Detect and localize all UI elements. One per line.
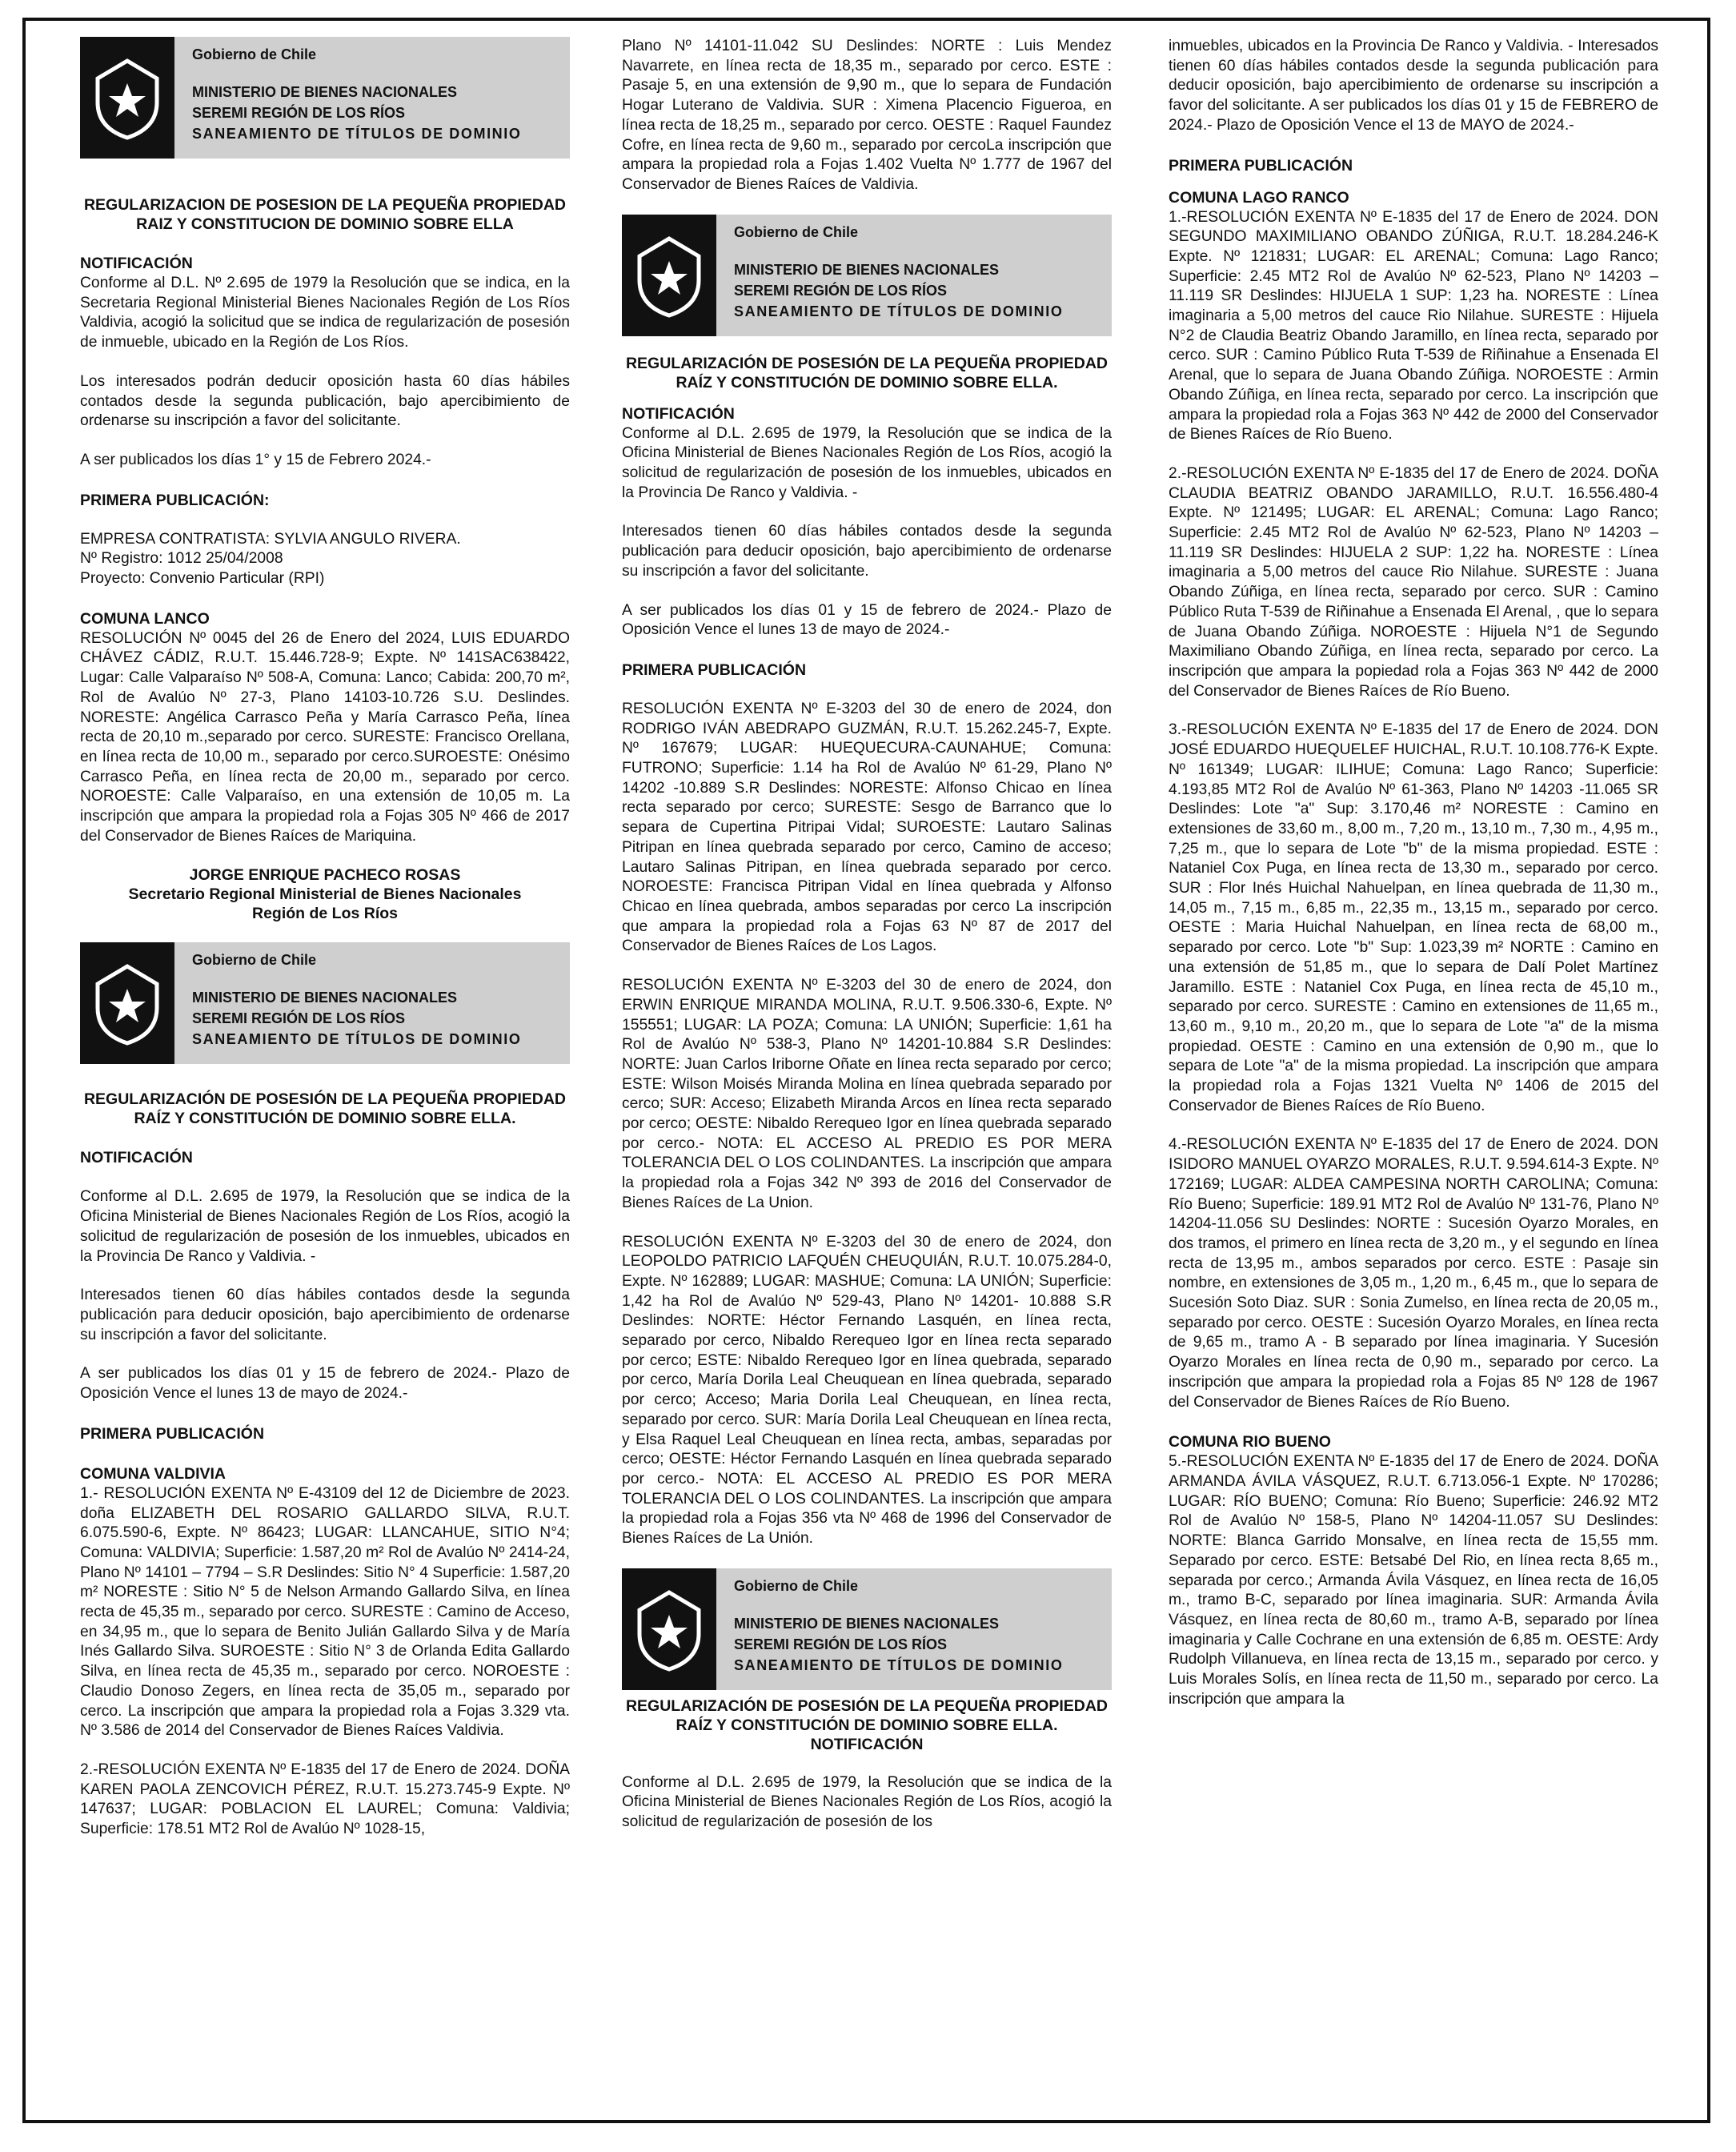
gobierno-label: Gobierno de Chile (734, 223, 859, 240)
ministerio-label: MINISTERIO DE BIENES NACIONALES (192, 990, 458, 1006)
ministry-header (80, 942, 570, 1064)
ministry-lines (192, 987, 521, 1050)
notice-paragraph: inmuebles, ubicados en la Provincia De Ranco y Valdivia. - Interesados tienen 60 días hábiles contados desde la segunda publicación para deducir oposición, bajo apercibimiento de ordenarse su inscripción a favor del solicitante. A ser publicados los días 01 y 15 de FEBRERO de 2024.- Plazo de Oposición Vence el 13 de MAYO de 2024.- (1169, 38, 1658, 134)
resolution-text: RESOLUCIÓN EXENTA Nº E-3203 del 30 de enero de 2024, don ERWIN ENRIQUE MIRANDA MOLINA, R.U.T. 9.506.330-6, Expte. Nº 155551; LUGAR: LA POZA; Comuna: LA UNIÓN; Superficie: 1,61 ha Rol de Avalúo Nº 538-3, Plano Nº 14201-10.884 S.R Deslindes: NORTE: Juan Carlos Iriborne Oñate en línea recta separado por cerco; ESTE: Wilson Moisés Miranda Molina en línea quebrada separado por cerco; SUR: Acceso; Elizabeth Miranda Arcos en línea recta separado por cerco; OESTE: Nibaldo Rerequeo Igor en línea quebrada separado por cerco.- NOTA: EL ACCESO AL PREDIO ES POR MERA TOLERANCIA DEL O LOS COLINDANTES. La inscripción que ampara la propiedad rola a Fojas 342 Nº 393 de 2016 del Conservador de Bienes Raíces de La Union. (622, 977, 1112, 1211)
notificacion-label: NOTIFICACIÓN (622, 404, 735, 423)
primera-publicacion-label: PRIMERA PUBLICACIÓN (80, 1424, 265, 1443)
resolution-text: 1.- RESOLUCIÓN EXENTA Nº E-43109 del 12 de Diciembre de 2023. doña ELIZABETH DEL ROSARIO GALLARDO SILVA, R.U.T. 6.075.590-6, Expte. Nº 86423; LUGAR: LLANCAHUE, SITIO N°4; Comuna: VALDIVIA; Superficie: 1.587,20 m² Rol de Avalúo Nº 2414-24, Plano Nº 14101 – 7794 – S.R Deslindes: Sitio N° 4 Superficie: 1.587,20 m² NORESTE : Sitio N° 5 de Nelson Armando Gallardo Silva, en línea recta de 45,35 m., separado por cerco. SURESTE : Camino de Acceso, en 34,95 m., que lo separa de Benito Julián Gallardo Silva y de María Inés Gallardo Silva. SUROESTE : Sitio N° 3 de Orlanda Edita Gallardo Silva, en línea recta de 45,35 m., separado por cerco. NOROESTE : Claudio Donoso Zegers, en línea recta de 35,05 m., separado por cerco. La inscripción que ampara la propiedad rola a Fojas 3.329 vta. Nº 3.586 de 2014 del Conservador de Bienes Raíces Valdivia. (80, 1484, 570, 1740)
primera-publicacion-label: PRIMERA PUBLICACIÓN (622, 660, 807, 679)
resolution-text: RESOLUCIÓN Nº 0045 del 26 de Enero del 2024, LUIS EDUARDO CHÁVEZ CÁDIZ, R.U.T. 15.446.728-9; Expte. Nº 141SAC638422, Lugar: Calle Valparaíso Nº 508-A, Comuna: Lanco; Cabida: 200,70 m², Rol de Avalúo Nº 27-3, Plano 14103-10.726 S.U. Deslindes. NORESTE: Angélica Carrasco Peña y María Carrasco Peña, línea recta de 20,10 m.,separado por cerco. SURESTE: Francisco Orellana, en línea recta de 10,00 m., separado por cerco.SUROESTE: Onésimo Carrasco Peña, en línea recta de 20,00 m., separado por cerco. NOROESTE: Calle Valparaíso, en una extensión de 10,05 m. La inscripción que ampara la propiedad rola a Fojas 305 Nº 466 de 2017 del Conservador de Bienes Raíces de Mariquina. (80, 629, 570, 845)
notice-paragraph: A ser publicados los días 1° y 15 de Febrero 2024.- (80, 451, 431, 468)
notice-paragraph: Interesados tienen 60 días hábiles contados desde la segunda publicación para deducir oposición, bajo apercibimiento de ordenarse su inscripción a favor del solicitante. (622, 523, 1112, 580)
primera-publicacion-label: PRIMERA PUBLICACIÓN: (80, 491, 270, 509)
notice-paragraph: Interesados tienen 60 días hábiles contados desde la segunda publicación para deducir oposición, bajo apercibimiento de ordenarse su inscripción a favor del solicitante. (80, 1287, 570, 1343)
saneamiento-label: SANEAMIENTO DE TÍTULOS DE DOMINIO (734, 1656, 1064, 1673)
ministerio-label: MINISTERIO DE BIENES NACIONALES (192, 84, 458, 100)
resolution-text: 3.-RESOLUCIÓN EXENTA Nº E-1835 del 17 de Enero de 2024. DON JOSÉ EDUARDO HUEQUELEF HUICHAL, R.U.T. 10.108.776-K Expte. Nº 161349; LUGAR: ILIHUE; Comuna: Lago Ranco; Superficie: 4.193,85 MT2 Rol de Avalúo Nº 61-363, Plano Nº 14203 -11.065 SR Deslindes: Lote "a" Sup: 3.170,46 m² NORESTE : Camino en extensiones de 33,60 m., 8,00 m., 7,20 m., 13,10 m., 7,30 m., 4,95 m., 7,25 m., que lo separa de Lote "b" de la misma propiedad. ESTE : Nataniel Cox Puga, en línea recta de 13,30 m., separado por cerco. SUR : Flor Inés Huichal Nahuelpan, en línea quebrada de 11,30 m., 14,05 m., 7,15 m., 6,85 m., 22,35 m., 13,15 m., separado por cerco. OESTE : Maria Huichal Nahuelpan, en línea recta de 68,00 m., separado por cerco. Lote "b" Sup: 1.023,39 m² NORTE : Camino en una extensión de 51,85 m., que lo separa de Dalí Polet Martínez Jaramillo. ESTE : Nataniel Cox Puga, en línea recta de 45,10 m., separado por cerco. SURESTE : Camino en extensiones de 11,65 m., 13,60 m., 9,10 m., 20,20 m., que lo separa de Lote "a" de la misma propiedad. OESTE : Camino en una extensión de 0,90 m., que lo separa de Lote "a" de la misma propiedad. La inscripción que ampara la propiedad rola a Fojas 1321 Vuelta Nº 1406 de 2015 del Conservador de Bienes Raíces de Río Bueno. (1169, 721, 1658, 1114)
column-1 (80, 37, 570, 1840)
gobierno-label: Gobierno de Chile (192, 46, 317, 62)
notice-title: REGULARIZACIÓN DE POSESIÓN DE LA PEQUEÑA PROPIEDAD RAÍZ Y CONSTITUCIÓN DE DOMINIO SOBRE ELLA. NOTIFICACIÓN (625, 1696, 1109, 1753)
chile-crest-icon (622, 215, 716, 336)
resolution-text: 1.-RESOLUCIÓN EXENTA Nº E-1835 del 17 de Enero de 2024. DON SEGUNDO MAXIMILIANO OBANDO ZÚÑIGA, R.U.T. 18.284.246-K Expte. Nº 121831; LUGAR: EL ARENAL; Comuna: Lago Ranco; Superficie: 2.45 MT2 Rol de Avalúo Nº 62-523, Plano Nº 14203 – 11.119 SR Deslindes: HIJUELA 1 SUP: 1,23 ha. NORESTE : Línea imaginaria a 5,00 metros del cauce Rio Nilahue. SURESTE : Hijuela N°2 de Claudia Beatriz Obando Jaramillo, en línea recta, separado por cerco. SUR : Camino Público Ruta T-539 de Riñinahue a Ensenada El Arenal, que lo separa de Juana Obando Zúñiga. NOROESTE : Armin Obando Zúñiga, en línea recta, separado por cerco. La inscripción que ampara la propiedad rola a Fojas 363 Nº 442 de 2000 del Conservador de Bienes Raíces de Río Bueno. (1169, 208, 1658, 444)
empresa-line: Nº Registro: 1012 25/04/2008 (80, 550, 283, 568)
resolution-text: Plano Nº 14101-11.042 SU Deslindes: NORTE : Luis Mendez Navarrete, en línea recta de 18,35 m., separado por cerco. ESTE : Pasaje 5, en una extensión de 9,90 m., que lo separa de Fundación Hogar Luterano de Valdivia. SUR : Ximena Placencio Figueroa, en línea recta de 18,25 m., separado por cerco. OESTE : Raquel Faundez Cofre, en línea recta de 9,60 m., separado por cercoLa inscripción que ampara la propiedad rola a Fojas 1.402 Vuelta Nº 1.777 de 1967 del Conservador de Bienes Raíces de Valdivia. (622, 38, 1112, 193)
comuna-label: COMUNA VALDIVIA (80, 1464, 226, 1483)
notice-paragraph: Conforme al D.L. 2.695 de 1979, la Resolución que se indica de la Oficina Ministerial de Bienes Nacionales Región de Los Ríos, acogió la solicitud de regularización de posesión de los inmuebles, ubicados en la Provincia De Ranco y Valdivia. - (80, 1188, 570, 1265)
resolution-text: RESOLUCIÓN EXENTA Nº E-3203 del 30 de enero de 2024, don RODRIGO IVÁN ABEDRAPO GUZMÁN, R.U.T. 15.262.245-7, Expte. Nº 167679; LUGAR: HUEQUECURA-CAUNAHUE; Comuna: FUTRONO; Superficie: 1.14 ha Rol de Avalúo Nº 61-29, Plano Nº 14202 -10.889 S.R Deslindes: NORESTE: Alfonso Chicao en línea recta separado por cerco; SURESTE: Sesgo de Barranco que lo separa de Cupertina Pitripai Vidal; SUROESTE: Lautaro Salinas Pitripan en línea quebrada separado por cerco, Camino de acceso; Lautaro Salinas Pitripan, en línea quebrada separado por cerco. NOROESTE: Francisca Pitripan Vidal en línea quebrada y Alfonso Chicao en línea quebrada, ambos separadas por cerco La inscripción que ampara la propiedad rola a Fojas 63 Nº 87 de 2017 del Conservador de Bienes Raíces de Los Lagos. (622, 700, 1112, 955)
notice-paragraph: Conforme al D.L. 2.695 de 1979, la Resolución que se indica de la Oficina Ministerial de Bienes Nacionales Región de Los Ríos, acogió la solicitud de regularización de posesión de los inmuebles, ubicados en la Provincia De Ranco y Valdivia. - (622, 424, 1112, 501)
signature-region: Región de Los Ríos (251, 905, 398, 923)
notice-title: REGULARIZACIÓN DE POSESIÓN DE LA PEQUEÑA PROPIEDAD RAÍZ Y CONSTITUCIÓN DE DOMINIO SOBRE ELLA. (83, 1090, 567, 1128)
notice-paragraph: Conforme al D.L. Nº 2.695 de 1979 la Resolución que se indica, en la Secretaria Regional Ministerial Bienes Nacionales Región de Los Ríos Valdivia, acogió la solicitud que se indica de regularización de posesión de inmueble, ubicado en la Región de Los Ríos. (80, 275, 570, 351)
chile-crest-icon (80, 942, 174, 1064)
saneamiento-label: SANEAMIENTO DE TÍTULOS DE DOMINIO (734, 303, 1064, 319)
empresa-line: EMPRESA CONTRATISTA: SYLVIA ANGULO RIVERA. (80, 530, 461, 548)
notificacion-label: NOTIFICACIÓN (80, 255, 193, 272)
resolution-text: 2.-RESOLUCIÓN EXENTA Nº E-1835 del 17 de Enero de 2024. DOÑA KAREN PAOLA ZENCOVICH PÉREZ, R.U.T. 15.273.745-9 Expte. Nº 147637; LUGAR: POBLACION EL LAUREL; Comuna: Valdivia; Superficie: 178.51 MT2 Rol de Avalúo Nº 1028-15, (80, 1761, 570, 1838)
gobierno-label: Gobierno de Chile (192, 952, 317, 969)
comuna-label: COMUNA RIO BUENO (1169, 1433, 1331, 1451)
notice-paragraph: Los interesados podrán deducir oposición hasta 60 días hábiles contados desde la segunda publicación, bajo apercibimiento de ordenarse su inscripción a favor del solicitante. (80, 372, 570, 430)
ministerio-label: MINISTERIO DE BIENES NACIONALES (734, 261, 1000, 278)
seremi-label: SEREMI REGIÓN DE LOS RÍOS (192, 1010, 406, 1027)
ministry-header (622, 215, 1112, 336)
notice-title: REGULARIZACION DE POSESION DE LA PEQUEÑA PROPIEDAD RAIZ Y CONSTITUCION DE DOMINIO SOBRE ELLA (83, 196, 567, 233)
gobierno-label: Gobierno de Chile (734, 1577, 859, 1594)
notice-paragraph: A ser publicados los días 01 y 15 de febrero de 2024.- Plazo de Oposición Vence el lunes 13 de mayo de 2024.- (622, 601, 1112, 639)
comuna-label: COMUNA LANCO (80, 609, 210, 628)
comuna-label: COMUNA LAGO RANCO (1169, 188, 1349, 207)
notice-paragraph: Conforme al D.L. 2.695 de 1979, la Resolución que se indica de la Oficina Ministerial de Bienes Nacionales Región de Los Ríos, acogió la solicitud de regularización de posesión de los (622, 1773, 1112, 1831)
resolution-text: 4.-RESOLUCIÓN EXENTA Nº E-1835 del 17 de Enero de 2024. DON ISIDORO MANUEL OYARZO MORALES, R.U.T. 9.594.614-3 Expte. Nº 172169; LUGAR: ALDEA CAMPESINA NORTH CAROLINA; Comuna: Río Bueno; Superficie: 189.91 MT2 Rol de Avalúo Nº 131-76, Plano Nº 14204-11.056 SU Deslindes: NORTE : Sucesión Oyarzo Morales, en dos tramos, el primero en línea recta de 3,20 m., y el segundo en línea recta de 13,95 m., ambos separados por cerco. ESTE : Pasaje sin nombre, en extensiones de 3,05 m., 1,20 m., 6,45 m., que lo separa de Sucesión Soto Diaz. SUR : Sonia Zumelso, en línea recta de 20,05 m., separado por cerco. OESTE : Sucesión Oyarzo Morales, en línea recta de 9,65 m., tramo A - B separado por línea imaginaria. Y Sucesión Oyarzo Morales en línea recta de 0,90 m., separado por cerco. La inscripción que ampara la propiedad rola a Fojas 85 Nº 128 de 1967 del Conservador de Bienes Raíces de Río Bueno. (1169, 1136, 1658, 1411)
notificacion-label: NOTIFICACIÓN (80, 1149, 193, 1167)
ministry-lines (192, 82, 521, 144)
ministry-header (80, 37, 570, 159)
empresa-line: Proyecto: Convenio Particular (RPI) (80, 570, 325, 588)
notice-title: REGULARIZACIÓN DE POSESIÓN DE LA PEQUEÑA PROPIEDAD RAÍZ Y CONSTITUCIÓN DE DOMINIO SOBRE ELLA. (625, 354, 1109, 391)
resolution-text: 5.-RESOLUCIÓN EXENTA Nº E-1835 del 17 de Enero de 2024. DOÑA ARMANDA ÁVILA VÁSQUEZ, R.U.T. 6.713.056-1 Expte. Nº 170286; LUGAR: RÍO BUENO; Comuna: Río Bueno; Superficie: 246.92 MT2 Rol de Avalúo Nº 158-5, Plano Nº 14204-11.057 SU Deslindes: NORTE: Blanca Garrido Monsalve, en línea recta de 15,55 mm. Separado por cerco. ESTE: Betsabé Del Rio, en línea recta 8,65 m., separada por cerco.; Armanda Ávila Vásquez, en línea recta de 16,05 m., tramo B-C, separado por línea imaginaria. SUR: Armanda Ávila Vásquez, en línea recta de 80,60 m., tramo A-B, separado por línea imaginaria y Calle Cochrane en una extensión de 6,85 m. OESTE: Ardy Rudolph Villanueva, en línea recta de 13,15 m., separado por cerco. y Luis Morales Solís, en línea recta de 11,50 m., separado por cerco. La inscripción que ampara la (1169, 1453, 1658, 1708)
resolution-text: RESOLUCIÓN EXENTA Nº E-3203 del 30 de enero de 2024, don LEOPOLDO PATRICIO LAFQUÉN CHEUQUIÁN, R.U.T. 10.075.284-0, Expte. Nº 162889; LUGAR: MASHUE; Comuna: LA UNIÓN; Superficie: 1,42 ha Rol de Avalúo Nº 529-43, Plano Nº 14201- 10.888 S.R Deslindes: NORTE: Héctor Fernando Lasquén, en línea recta, separado por cerco, Nibaldo Rerequeo Igor en línea recta separado por cerco; ESTE: Nibaldo Rerequeo Igor en línea quebrada, separado por cerco, María Dorila Leal Cheuquean en línea quebrada, separado por cerco; Acceso; Maria Dorila Leal Cheuquean, en línea recta, separado por cerco. SUR: María Dorila Leal Cheuquean en línea recta, y Elsa Raquel Leal Cheuquean en línea recta, ambas, separadas por cerco; OESTE: Héctor Fernando Lasquén en línea quebrada separado por cerco.- NOTA: EL ACCESO AL PREDIO ES POR MERA TOLERANCIA DEL O LOS COLINDANTES. La inscripción que ampara la propiedad rola a Fojas 356 vta Nº 468 de 1996 del Conservador de Bienes Raíces de La Unión. (622, 1233, 1112, 1548)
signature-title: Secretario Regional Ministerial de Bienes Nacionales (128, 885, 522, 904)
seremi-label: SEREMI REGIÓN DE LOS RÍOS (734, 1636, 948, 1652)
ministerio-label: MINISTERIO DE BIENES NACIONALES (734, 1615, 1000, 1632)
resolution-text: 2.-RESOLUCIÓN EXENTA Nº E-1835 del 17 de Enero de 2024. DOÑA CLAUDIA BEATRIZ OBANDO JARAMILLO, R.U.T. 16.556.480-4 Expte. Nº 121495; LUGAR: EL ARENAL; Comuna: Lago Ranco; Superficie: 2.45 MT2 Rol de Avalúo Nº 62-523, Plano Nº 14203 – 11.119 SR Deslindes: HIJUELA 2 SUP: 1,22 ha. NORESTE : Línea imaginaria a 5,00 metros del cauce Rio Nilahue. SURESTE : Juana Obando Zúñiga, en línea recta, separado por cerco. SUR : Camino Público Ruta T-539 de Riñinahue a Ensenada El Arenal, , que lo separa de Juana Obando Zúñiga. NOROESTE : Hijuela N°1 de Segundo Maximiliano Obando Zúñiga, en línea recta, separado por cerco. La inscripción que ampara la popiedad rola a Fojas 363 Nº 442 de 2000 del Conservador de Bienes Raíces de Río Bueno. (1169, 464, 1658, 700)
signature-name: JORGE ENRIQUE PACHECO ROSAS (189, 866, 461, 885)
notice-paragraph: A ser publicados los días 01 y 15 de febrero de 2024.- Plazo de Oposición Vence el lunes 13 de mayo de 2024.- (80, 1365, 570, 1403)
chile-crest-icon (622, 1568, 716, 1690)
ministry-lines (734, 259, 1063, 322)
saneamiento-label: SANEAMIENTO DE TÍTULOS DE DOMINIO (192, 126, 522, 142)
primera-publicacion-label: PRIMERA PUBLICACIÓN (1169, 156, 1353, 175)
saneamiento-label: SANEAMIENTO DE TÍTULOS DE DOMINIO (192, 1031, 522, 1048)
ministry-lines (734, 1613, 1063, 1676)
column-3 (1169, 37, 1658, 1709)
ministry-header (622, 1568, 1112, 1690)
seremi-label: SEREMI REGIÓN DE LOS RÍOS (734, 282, 948, 299)
seremi-label: SEREMI REGIÓN DE LOS RÍOS (192, 105, 406, 121)
chile-crest-icon (80, 37, 174, 159)
column-2 (622, 37, 1112, 1833)
